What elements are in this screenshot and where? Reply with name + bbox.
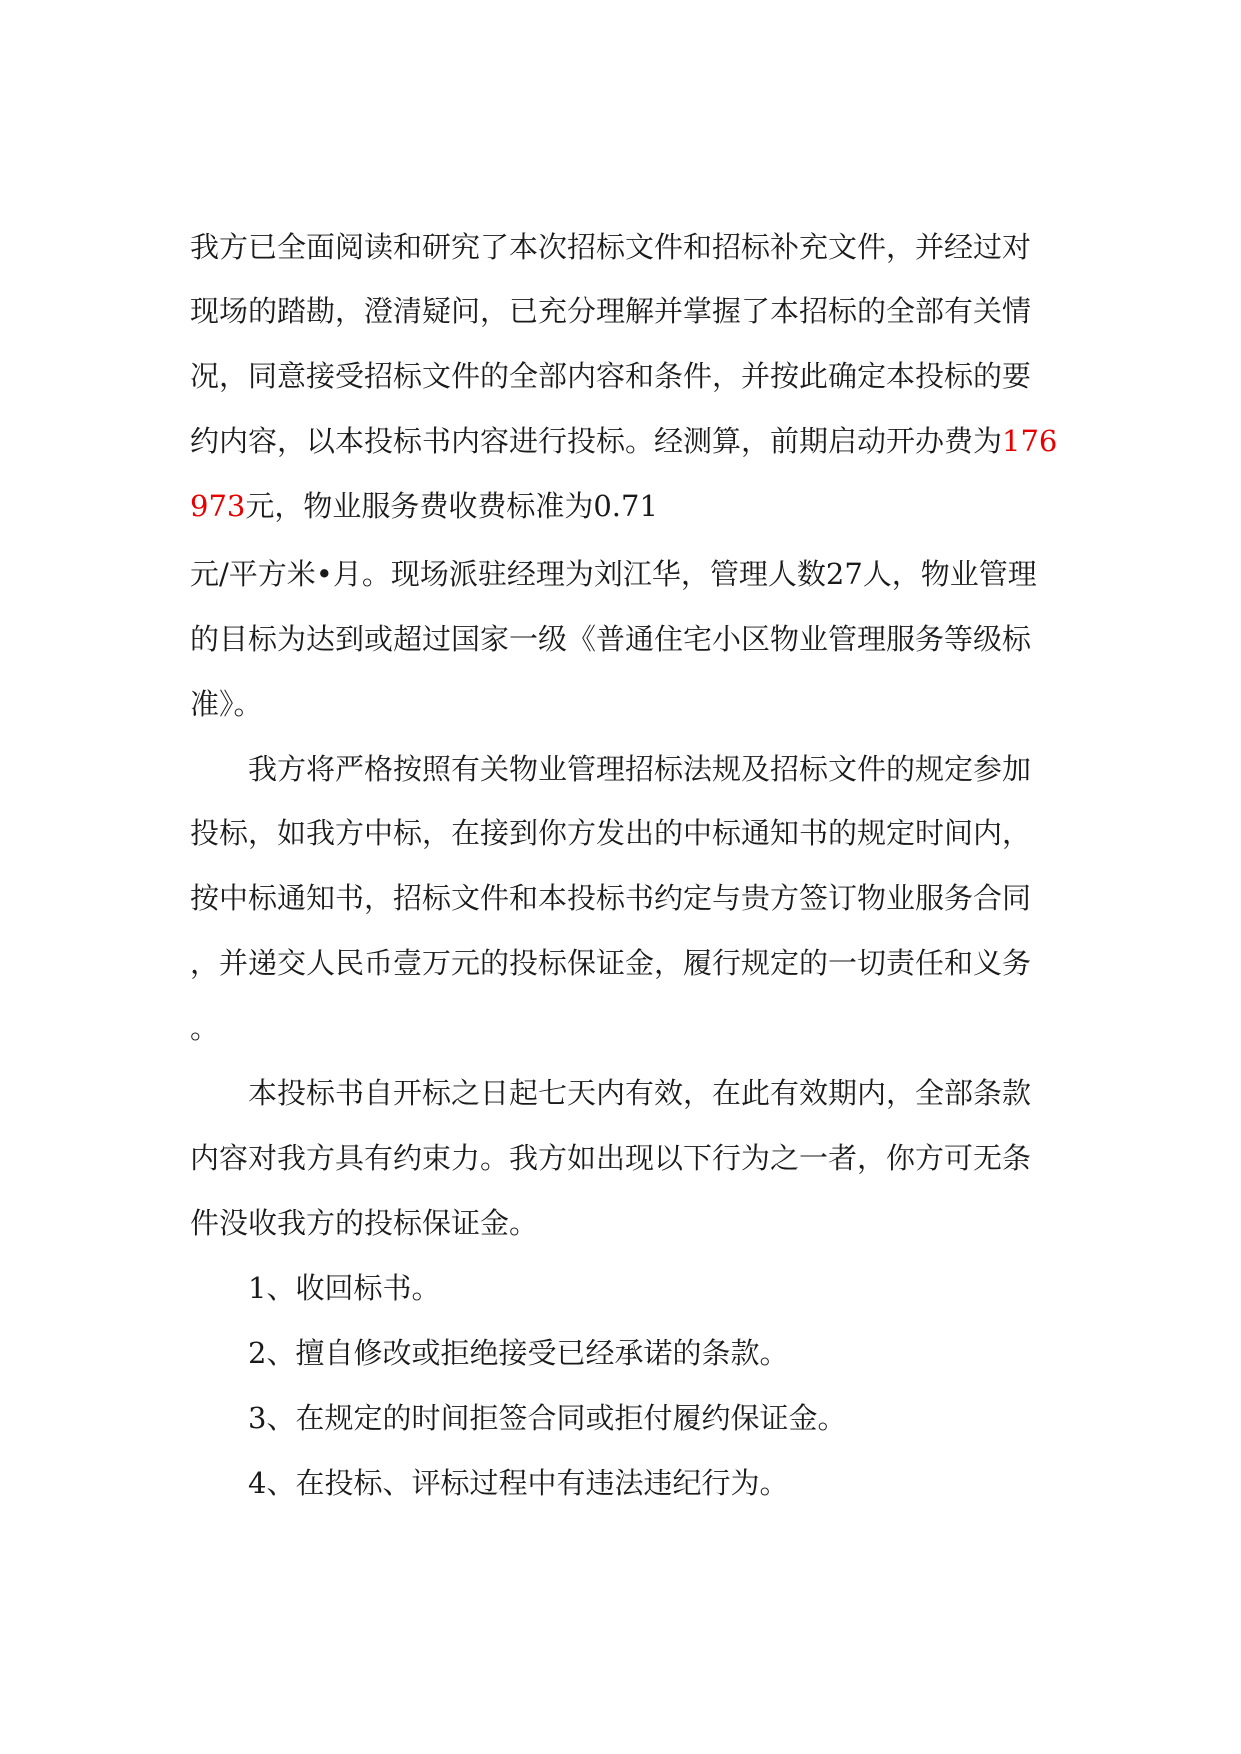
paragraph-1-line-5-text: 元，物业服务费收费标准为0.71 [245,489,658,523]
paragraph-1-line-4-text: 约内容，以本投标书内容进行投标。经测算，前期启动开办费为 [190,424,1003,458]
paragraph-1-line-4 [190,421,1057,461]
startup-fee-part-2: 973 [190,489,246,523]
list-item: 2、擅自修改或拒绝接受已经承诺的条款。 [248,1336,789,1370]
paragraph-3-line-2: 内容对我方具有约束力。我方如出现以下行为之一者，你方可无条 [190,1141,1032,1175]
paragraph-2-line-1: 我方将严格按照有关物业管理招标法规及招标文件的规定参加 [248,752,1032,786]
paragraph-1-line-7: 的目标为达到或超过国家一级《普通住宅小区物业管理服务等级标 [190,622,1032,656]
list-item: 3、在规定的时间拒签合同或拒付履约保证金。 [248,1401,847,1435]
paragraph-1-line-2: 现场的踏勘，澄清疑问，已充分理解并掌握了本招标的全部有关情 [190,294,1032,328]
paragraph-1-line-5 [190,486,658,526]
paragraph-1-line-8: 准》。 [190,687,263,721]
paragraph-2-line-3: 按中标通知书，招标文件和本投标书约定与贵方签订物业服务合同 [190,881,1032,915]
paragraph-2-line-2: 投标，如我方中标，在接到你方发出的中标通知书的规定时间内， [190,816,1032,850]
list-item: 1、收回标书。 [248,1271,441,1305]
list-item: 4、在投标、评标过程中有违法违纪行为。 [248,1466,789,1500]
paragraph-3-line-3: 件没收我方的投标保证金。 [190,1206,539,1240]
paragraph-1-line-1: 我方已全面阅读和研究了本次招标文件和招标补充文件，并经过对 [190,230,1032,264]
paragraph-2-line-5: 。 [190,1011,220,1045]
paragraph-1-line-6: 元/平方米•月。现场派驻经理为刘江华，管理人数27人，物业管理 [190,557,1037,591]
startup-fee-part-1: 176 [1002,424,1058,458]
paragraph-2-line-4: ，并递交人民币壹万元的投标保证金，履行规定的一切责任和义务 [190,946,1032,980]
paragraph-3-line-1: 本投标书自开标之日起七天内有效，在此有效期内，全部条款 [248,1076,1032,1110]
paragraph-1-line-3: 况，同意接受招标文件的全部内容和条件，并按此确定本投标的要 [190,359,1032,393]
